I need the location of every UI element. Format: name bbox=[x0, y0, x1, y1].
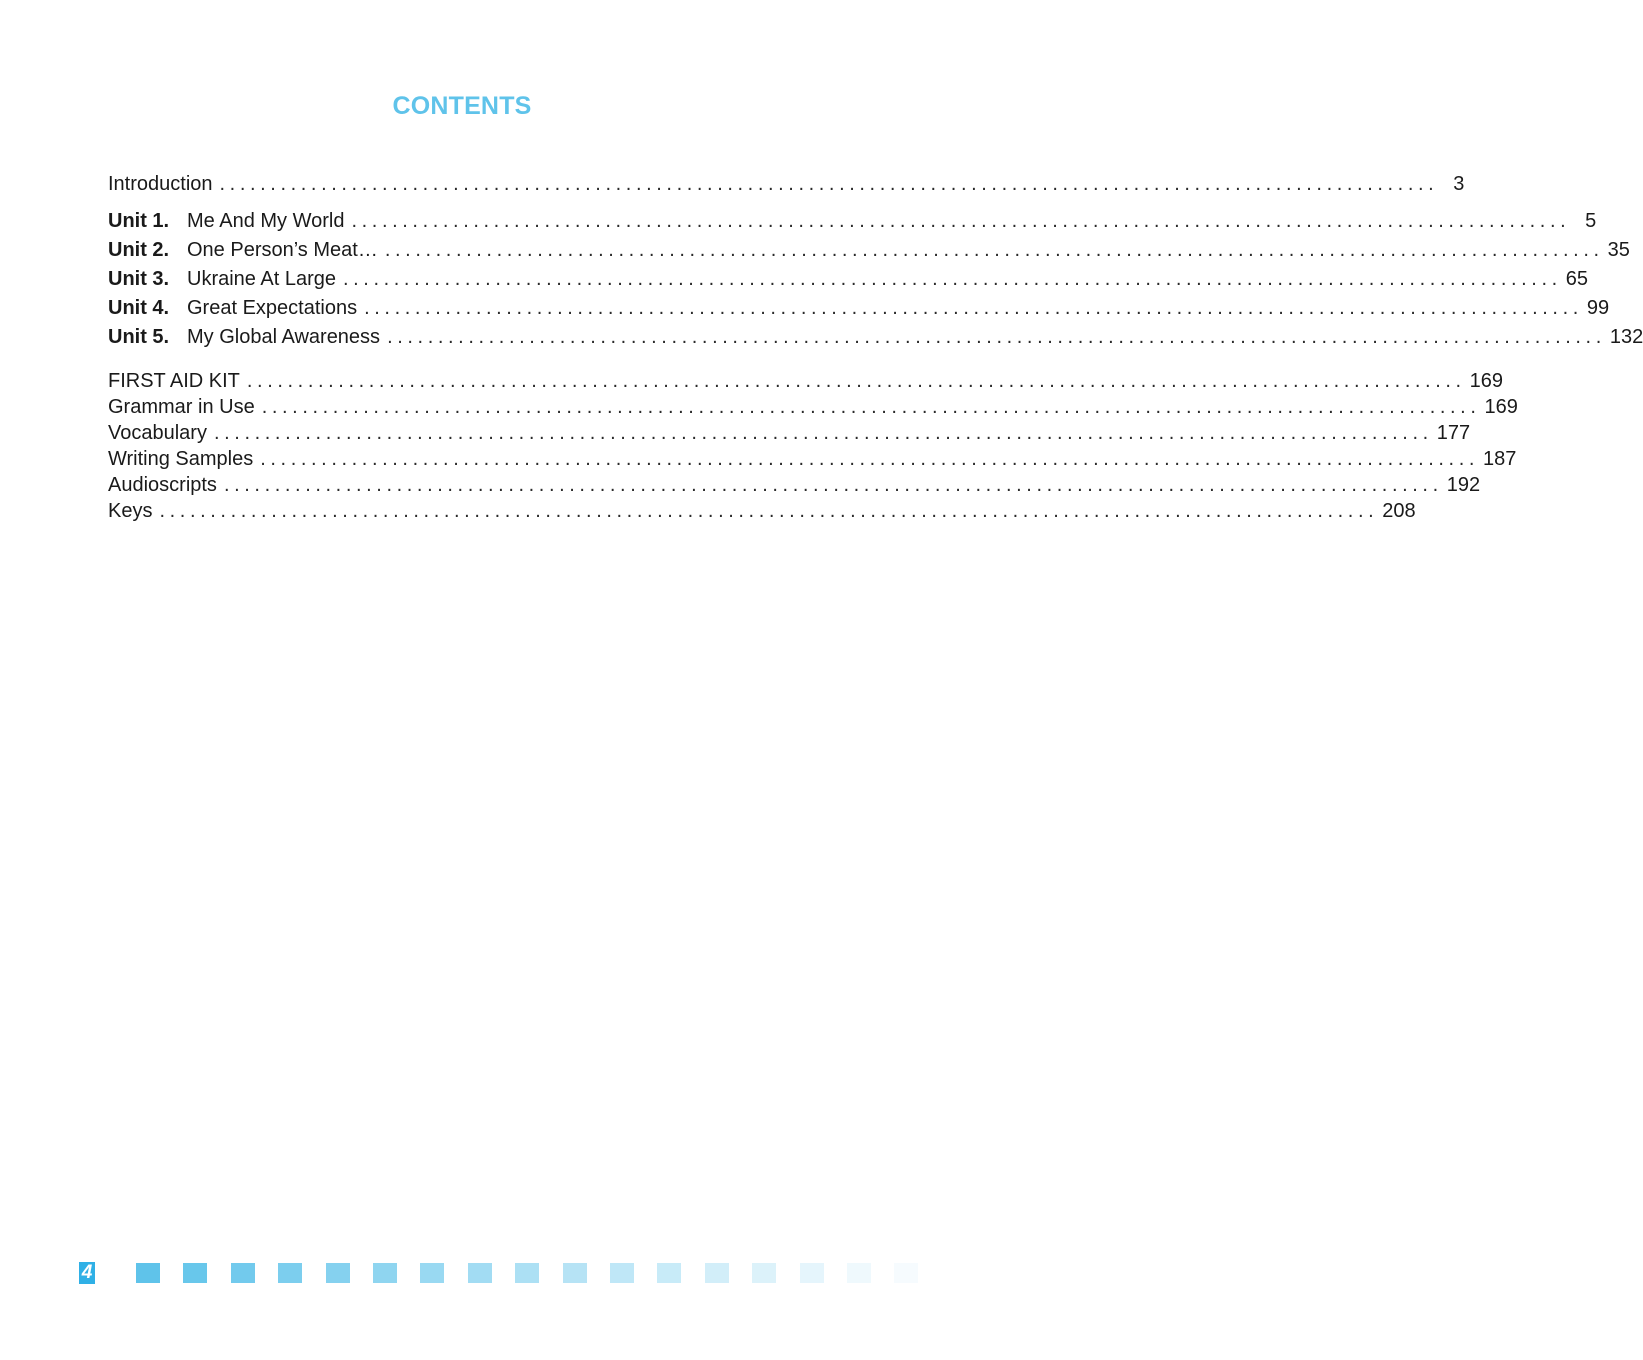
unit-number: Unit 5. bbox=[108, 326, 170, 348]
dot-leader: ........................................................................................................................ bbox=[213, 422, 1433, 444]
decorative-square bbox=[183, 1263, 207, 1283]
toc-units-section bbox=[108, 207, 1643, 352]
toc-label: Keys bbox=[108, 500, 153, 522]
toc-row-unit-1[interactable] bbox=[108, 207, 1597, 236]
toc-row-unit-5[interactable] bbox=[108, 323, 1643, 352]
toc-page-number: 192 bbox=[1446, 474, 1481, 496]
dot-leader: ........................................................................................................................ bbox=[246, 370, 1466, 392]
toc-label: Vocabulary bbox=[108, 422, 207, 444]
toc-label: Audioscripts bbox=[108, 474, 217, 496]
decorative-square bbox=[610, 1263, 634, 1283]
toc-page-number: 5 bbox=[1585, 210, 1597, 232]
decorative-square bbox=[800, 1263, 824, 1283]
toc-page-number: 187 bbox=[1483, 448, 1517, 470]
dot-leader: ........................................................................................................................ bbox=[351, 210, 1571, 232]
toc-row-unit-4[interactable] bbox=[108, 294, 1610, 323]
toc-page-number: 35 bbox=[1607, 239, 1630, 261]
decorative-square bbox=[420, 1263, 444, 1283]
decorative-square bbox=[136, 1263, 160, 1283]
unit-title: Me And My World bbox=[187, 210, 345, 232]
toc-row-unit-3[interactable] bbox=[108, 265, 1589, 294]
toc-label: Writing Samples bbox=[108, 448, 254, 470]
decorative-square bbox=[373, 1263, 397, 1283]
toc-page-number: 169 bbox=[1484, 396, 1518, 418]
toc-page-number: 65 bbox=[1565, 268, 1589, 290]
toc-row-introduction[interactable] bbox=[108, 171, 1465, 197]
toc-label: FIRST AID KIT bbox=[108, 370, 240, 392]
dot-leader: ........................................................................................................................ bbox=[384, 239, 1604, 261]
unit-title: My Global Awareness bbox=[187, 326, 381, 348]
toc-page-number: 177 bbox=[1436, 422, 1471, 444]
toc-row-first-aid-kit[interactable] bbox=[108, 368, 1504, 394]
toc-page-number: 3 bbox=[1453, 173, 1465, 195]
unit-title: Ukraine At Large bbox=[187, 268, 336, 290]
unit-number: Unit 3. bbox=[108, 268, 170, 290]
toc-row-vocabulary[interactable] bbox=[108, 420, 1471, 446]
dot-leader: ........................................................................................................................ bbox=[364, 297, 1583, 319]
toc-intro-section bbox=[108, 171, 1465, 197]
decorative-square bbox=[657, 1263, 681, 1283]
dot-leader: ........................................................................................................................ bbox=[342, 268, 1562, 290]
decorative-square bbox=[705, 1263, 729, 1283]
toc-page-number: 208 bbox=[1382, 500, 1416, 522]
page-number-badge: 4 bbox=[79, 1262, 95, 1284]
toc-label: Grammar in Use bbox=[108, 396, 255, 418]
unit-title: One Person’s Meat… bbox=[187, 239, 378, 261]
dot-leader: ........................................................................................................................ bbox=[260, 448, 1480, 470]
dot-leader: ........................................................................................................................ bbox=[223, 474, 1443, 496]
decorative-square bbox=[278, 1263, 302, 1283]
dot-leader: ........................................................................................................................ bbox=[261, 396, 1481, 418]
decorative-square bbox=[752, 1263, 776, 1283]
decorative-square bbox=[468, 1263, 492, 1283]
decorative-square bbox=[847, 1263, 871, 1283]
decorative-square bbox=[231, 1263, 255, 1283]
toc-label: Introduction bbox=[108, 173, 213, 195]
decorative-square bbox=[563, 1263, 587, 1283]
dot-leader: ........................................................................................................................ bbox=[387, 326, 1606, 348]
toc-page-number: 132 bbox=[1609, 326, 1643, 348]
toc-row-keys[interactable] bbox=[108, 498, 1416, 524]
toc-row-grammar-in-use[interactable] bbox=[108, 394, 1518, 420]
unit-number: Unit 4. bbox=[108, 297, 170, 319]
decorative-square bbox=[326, 1263, 350, 1283]
toc-row-audioscripts[interactable] bbox=[108, 472, 1481, 498]
unit-title: Great Expectations bbox=[187, 297, 358, 319]
decorative-square bbox=[894, 1263, 918, 1283]
toc-row-writing-samples[interactable] bbox=[108, 446, 1517, 472]
unit-number: Unit 2. bbox=[108, 239, 170, 261]
dot-leader: ........................................................................................................................ bbox=[219, 173, 1439, 195]
unit-number: Unit 1. bbox=[108, 210, 170, 232]
toc-page-number: 169 bbox=[1469, 370, 1504, 392]
toc-row-unit-2[interactable] bbox=[108, 236, 1630, 265]
toc-appendix-section bbox=[108, 368, 1518, 524]
decorative-square bbox=[515, 1263, 539, 1283]
dot-leader: ........................................................................................................................ bbox=[159, 500, 1379, 522]
toc-page-number: 99 bbox=[1586, 297, 1610, 319]
page-title: CONTENTS bbox=[392, 92, 532, 120]
